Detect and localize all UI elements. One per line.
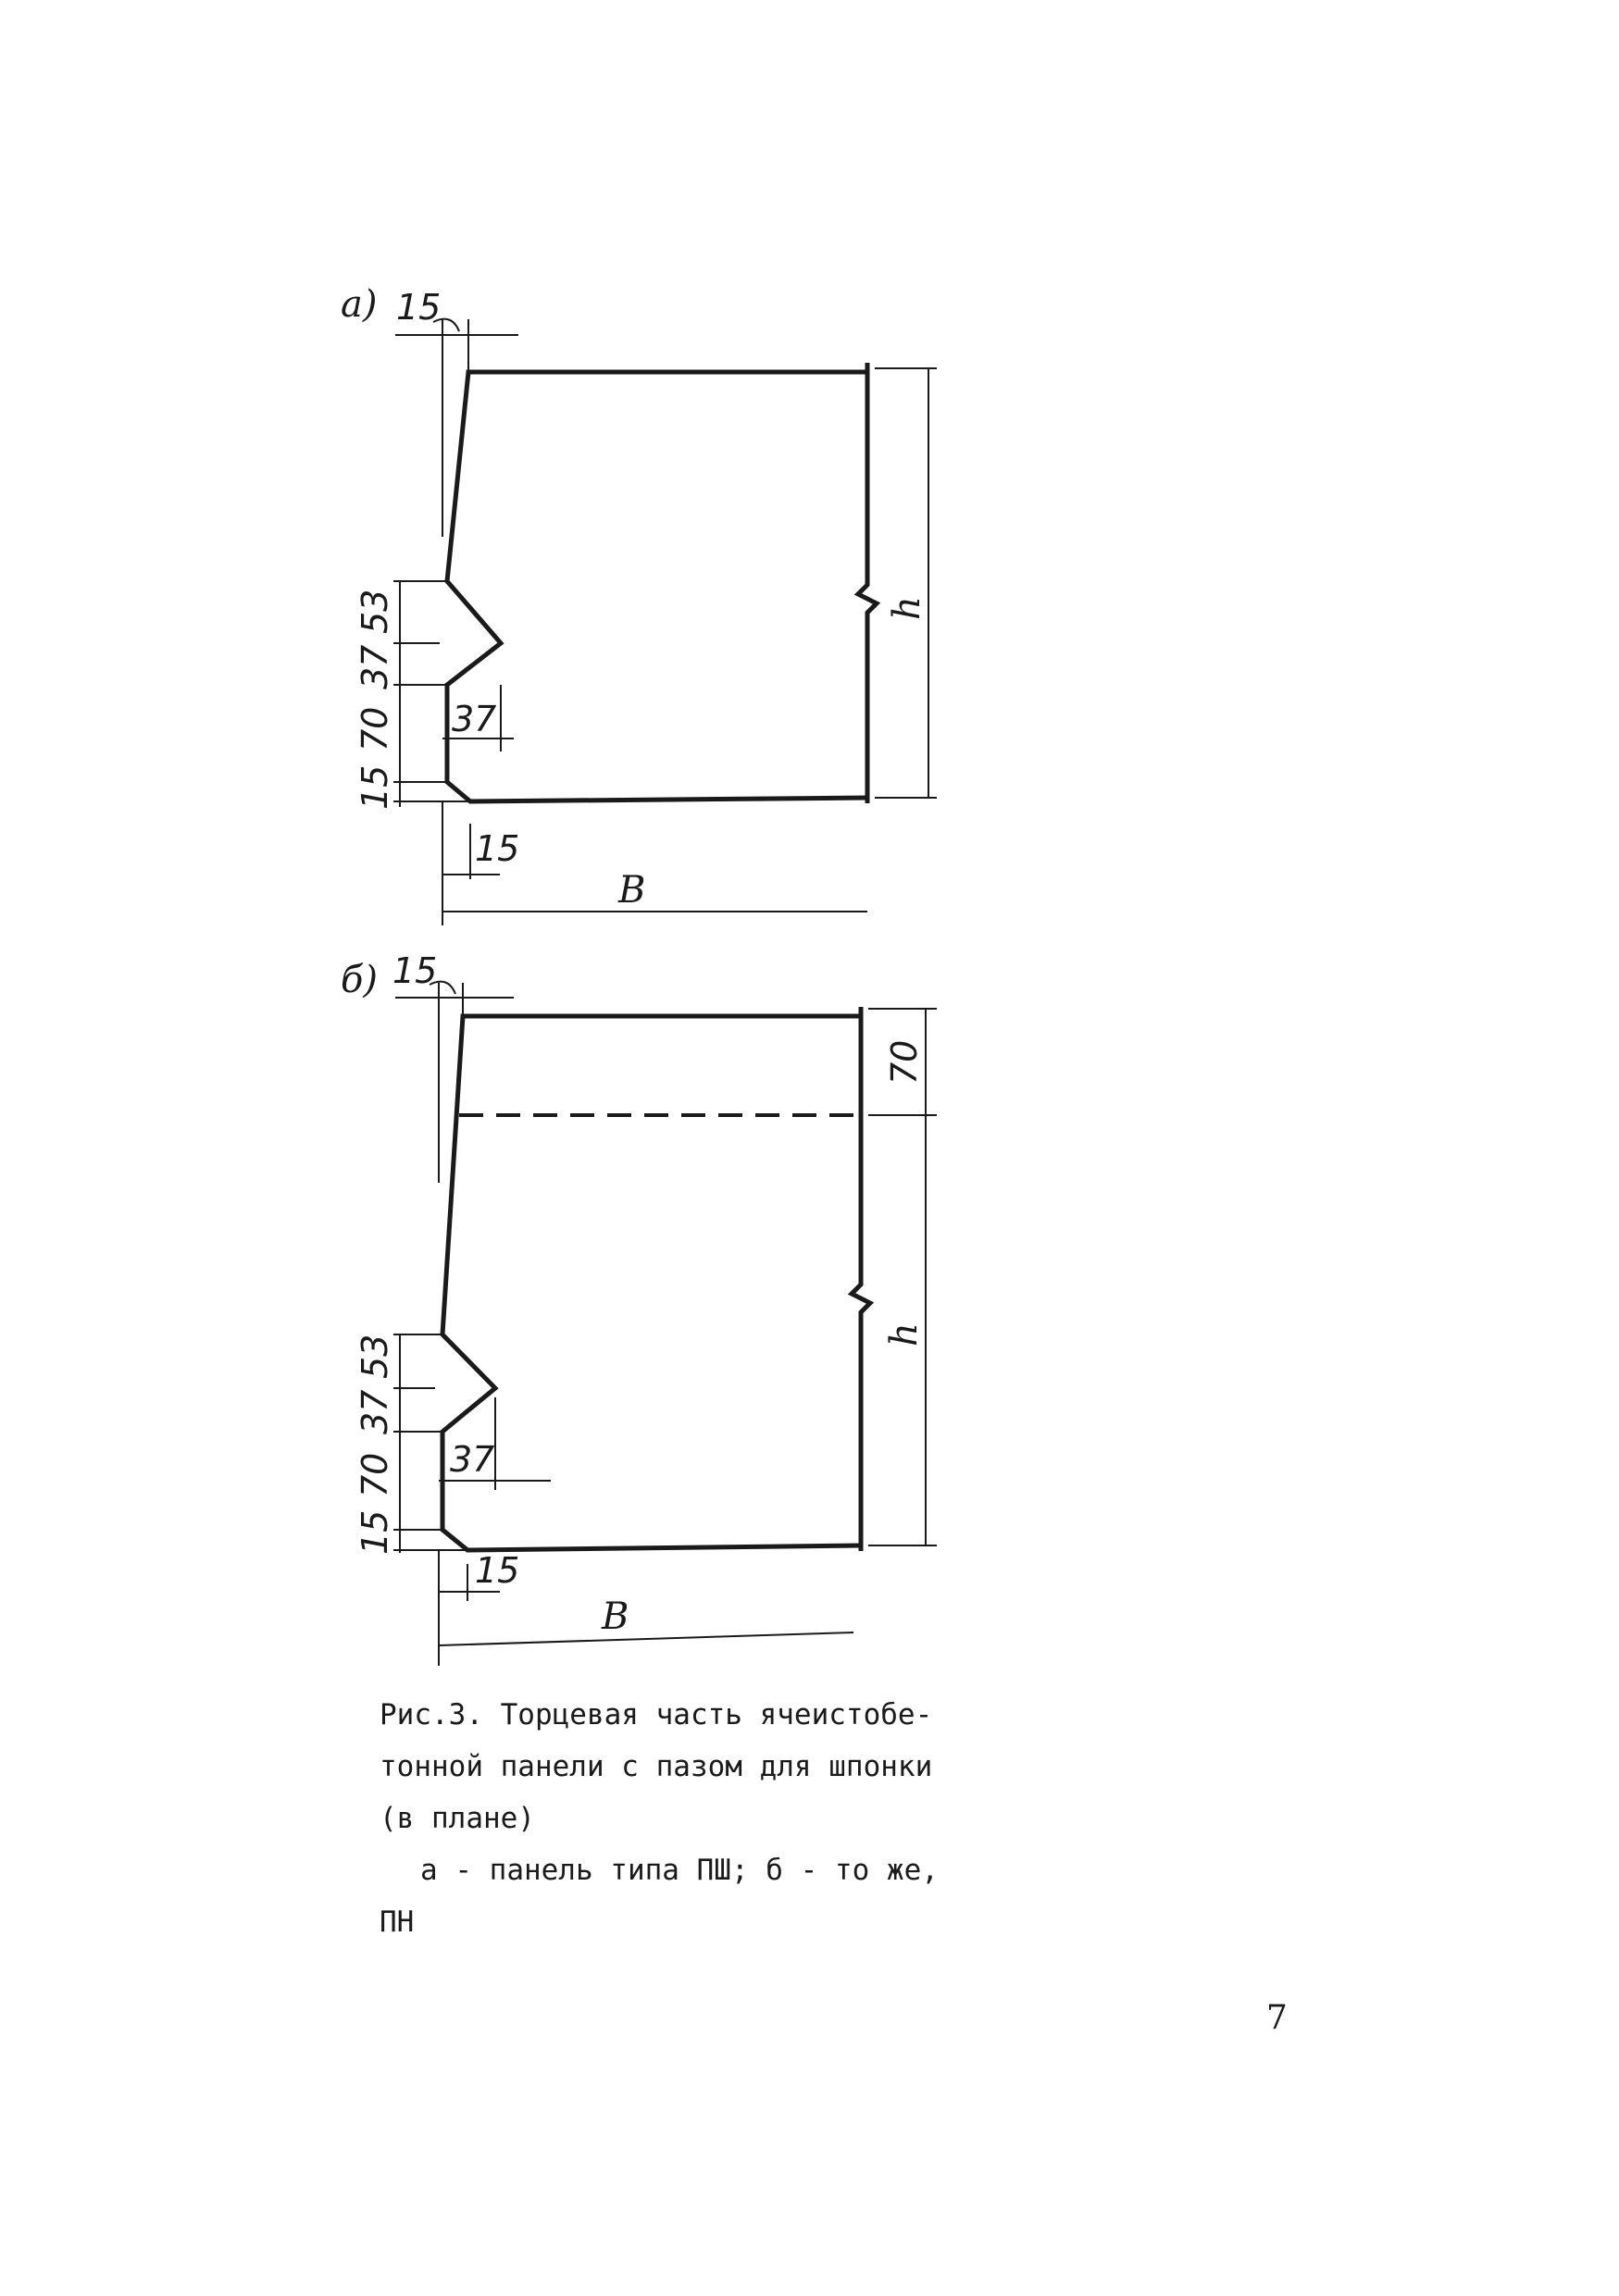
panel-a-break-mark bbox=[858, 363, 877, 803]
panel-b-outline bbox=[442, 1016, 861, 1550]
dim-b-top-offset: 15 bbox=[392, 950, 438, 991]
dim-a-top-offset: 15 bbox=[396, 287, 442, 328]
caption-line-1: Рис.3. Торцевая часть ячеистобе- bbox=[380, 1698, 933, 1731]
dim-a-groove-top: 53 bbox=[355, 589, 395, 634]
dim-b-groove-depth-h: 37 bbox=[450, 1439, 495, 1480]
figure-a bbox=[341, 283, 937, 925]
panel-b-break-mark bbox=[852, 1007, 870, 1551]
caption-line-3: (в плане) bbox=[380, 1802, 535, 1835]
dim-b-width: B bbox=[602, 1595, 629, 1638]
dim-b-top-layer: 70 bbox=[884, 1039, 925, 1085]
dim-b-width-line bbox=[439, 1632, 853, 1645]
caption-line-5: ПН bbox=[380, 1905, 415, 1939]
dim-b-chamfer-v: 15 bbox=[355, 1509, 395, 1555]
dim-a-lower-edge: 70 bbox=[355, 706, 395, 751]
dim-a-groove-depth-h: 37 bbox=[452, 699, 497, 739]
page-number: 7 bbox=[1266, 1999, 1288, 2037]
dim-a-chamfer-h: 15 bbox=[475, 828, 520, 869]
caption-line-4: а - панель типа ПШ; б - то же, bbox=[420, 1854, 939, 1887]
dim-a-chamfer-v: 15 bbox=[355, 764, 395, 810]
figure-b bbox=[341, 950, 937, 1666]
figure-a-label: а) bbox=[341, 283, 378, 326]
dim-a-groove-depth-v: 37 bbox=[355, 644, 395, 689]
dim-a-width: B bbox=[618, 869, 646, 912]
dim-b-lower-edge: 70 bbox=[355, 1452, 395, 1497]
dim-b-groove-depth-v: 37 bbox=[355, 1389, 395, 1434]
caption-line-2: тонной панели с пазом для шпонки bbox=[380, 1750, 933, 1783]
dim-b-groove-top: 53 bbox=[355, 1334, 395, 1379]
dim-b-height: h bbox=[883, 1322, 926, 1347]
dim-a-height: h bbox=[886, 596, 928, 620]
figure-b-label: б) bbox=[341, 959, 379, 1001]
dim-b-chamfer-h: 15 bbox=[475, 1550, 520, 1591]
figure-caption bbox=[380, 1689, 990, 1948]
panel-a-outline bbox=[447, 372, 867, 801]
